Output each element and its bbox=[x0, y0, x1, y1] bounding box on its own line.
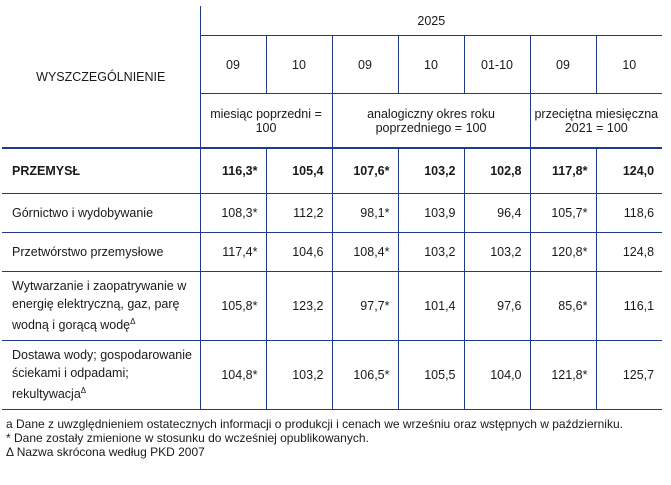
cell: 124,0 bbox=[596, 148, 662, 194]
table-row bbox=[2, 341, 662, 410]
cell: 85,6* bbox=[530, 272, 596, 341]
cell: 103,2 bbox=[398, 233, 464, 272]
cell: 117,4* bbox=[200, 233, 266, 272]
header-label: WYSZCZEGÓLNIENIE bbox=[2, 6, 200, 148]
row-name: Przetwórstwo przemysłowe bbox=[12, 245, 164, 259]
cell: 105,5 bbox=[398, 341, 464, 410]
header-base-prev-month: miesiąc poprzedni = 100 bbox=[200, 94, 332, 149]
cell: 121,8* bbox=[530, 341, 596, 410]
header-month: 10 bbox=[398, 36, 464, 94]
footnote-a: a Dane z uwzględnieniem ostatecznych informacji o produkcji i cenach we wrześniu oraz wstępnych w październiku. bbox=[6, 417, 623, 431]
header-base-2021: przeciętna miesięczna 2021 = 100 bbox=[530, 94, 662, 149]
pkd-mark: Δ bbox=[80, 386, 87, 396]
cell: 123,2 bbox=[266, 272, 332, 341]
cell: 107,6* bbox=[332, 148, 398, 194]
cell: 104,8* bbox=[200, 341, 266, 410]
cell: 120,8* bbox=[530, 233, 596, 272]
cell: 116,3* bbox=[200, 148, 266, 194]
header-year: 2025 bbox=[200, 6, 662, 36]
cell: 125,7 bbox=[596, 341, 662, 410]
cell: 103,9 bbox=[398, 194, 464, 233]
cell: 104,0 bbox=[464, 341, 530, 410]
cell: 108,4* bbox=[332, 233, 398, 272]
cell: 105,8* bbox=[200, 272, 266, 341]
header-month: 09 bbox=[200, 36, 266, 94]
production-index-table bbox=[2, 6, 662, 410]
row-name: PRZEMYSŁ bbox=[12, 164, 81, 178]
cell: 96,4 bbox=[464, 194, 530, 233]
cell: 103,2 bbox=[398, 148, 464, 194]
header-base-prev-year: analogiczny okres roku poprzedniego = 100 bbox=[332, 94, 530, 149]
cell: 116,1 bbox=[596, 272, 662, 341]
cell: 103,2 bbox=[464, 233, 530, 272]
row-name: Górnictwo i wydobywanie bbox=[12, 206, 154, 220]
table-row bbox=[2, 194, 662, 233]
row-name: Wytwarzanie i zaopatrywanie w energię elektryczną, gaz, parę wodną i gorącą wodę$^\Delta$ bbox=[12, 279, 187, 333]
table-row bbox=[2, 233, 662, 272]
cell: 118,6 bbox=[596, 194, 662, 233]
cell: 124,8 bbox=[596, 233, 662, 272]
cell: 105,7* bbox=[530, 194, 596, 233]
header-month: 10 bbox=[266, 36, 332, 94]
table-row bbox=[2, 148, 662, 194]
header-month: 01-10 bbox=[464, 36, 530, 94]
cell: 117,8* bbox=[530, 148, 596, 194]
header-month: 09 bbox=[530, 36, 596, 94]
cell: 104,6 bbox=[266, 233, 332, 272]
cell: 102,8 bbox=[464, 148, 530, 194]
footnote-star: * Dane zostały zmienione w stosunku do wcześniej opublikowanych. bbox=[6, 431, 369, 445]
footnote-delta: Δ Nazwa skrócona według PKD 2007 bbox=[6, 445, 205, 459]
pkd-mark: Δ bbox=[130, 317, 136, 327]
row-name: Dostawa wody; gospodarowanie ściekami i odpadami; rekultywacja$^\Delta$ bbox=[12, 348, 192, 402]
header-month: 09 bbox=[332, 36, 398, 94]
table-row bbox=[2, 272, 662, 341]
footnotes bbox=[6, 417, 666, 459]
cell: 101,4 bbox=[398, 272, 464, 341]
header-month: 10 bbox=[596, 36, 662, 94]
cell: 103,2 bbox=[266, 341, 332, 410]
cell: 98,1* bbox=[332, 194, 398, 233]
cell: 97,7* bbox=[332, 272, 398, 341]
cell: 97,6 bbox=[464, 272, 530, 341]
cell: 108,3* bbox=[200, 194, 266, 233]
cell: 106,5* bbox=[332, 341, 398, 410]
cell: 105,4 bbox=[266, 148, 332, 194]
cell: 112,2 bbox=[266, 194, 332, 233]
